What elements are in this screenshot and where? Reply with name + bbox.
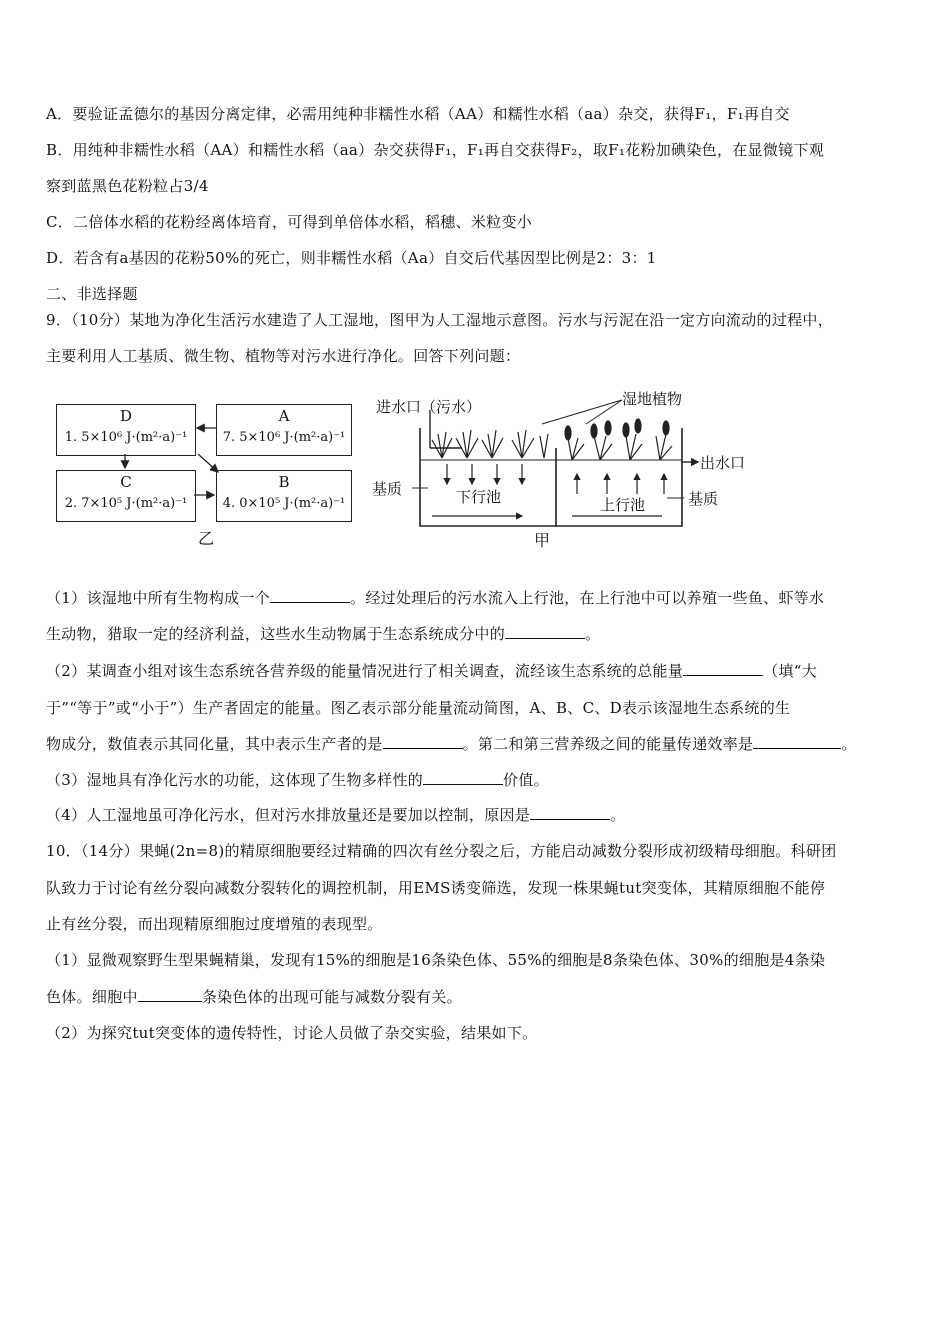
option-d: D．若含有a基因的花粉50%的死亡，则非糯性水稻（Aa）自交后代基因型比例是2：3：1 bbox=[46, 249, 657, 267]
node-d-value: 1. 5×10⁶ J·(m²·a)⁻¹ bbox=[64, 430, 188, 445]
node-a-letter: A bbox=[278, 407, 290, 425]
node-b-letter: B bbox=[278, 473, 290, 491]
figure-jia bbox=[372, 388, 762, 554]
node-c-letter: C bbox=[120, 473, 132, 491]
q9-p2-line1 bbox=[46, 660, 817, 681]
blank-q9-7[interactable] bbox=[530, 805, 610, 820]
q9-p4 bbox=[46, 804, 625, 825]
up-pool-label: 上行池 bbox=[600, 496, 646, 514]
q9-p3 bbox=[46, 769, 549, 790]
q10-p1-line1: （1）显微观察野生型果蝇精巢，发现有15%的细胞是16条染色体、55%的细胞是8条染色体、30%的细胞是4条染 bbox=[46, 951, 826, 969]
node-d-letter: D bbox=[119, 407, 133, 425]
q9-p1c: 生动物，猎取一定的经济利益，这些水生动物属于生态系统成分中的 bbox=[46, 625, 506, 643]
q9-p1a: （1）该湿地中所有生物构成一个 bbox=[46, 589, 271, 607]
figure-jia-caption: 甲 bbox=[534, 531, 551, 550]
q9-p2b: （填“大 bbox=[763, 662, 818, 680]
inlet-label: 进水口（污水） bbox=[376, 398, 482, 416]
q9-p2-line2: 于”“等于”或“小于”）生产者固定的能量。图乙表示部分能量流动简图，A、B、C、D表示该湿地生态系统的生 bbox=[46, 699, 791, 717]
q9-p2e: 。第二和第三营养级之间的能量传递效率是 bbox=[462, 735, 754, 753]
arrow-a-to-b bbox=[198, 454, 218, 472]
node-a-value: 7. 5×10⁶ J·(m²·a)⁻¹ bbox=[222, 430, 346, 445]
q9-p3b: 价值。 bbox=[503, 771, 549, 789]
blank-q9-6[interactable] bbox=[423, 770, 503, 785]
option-b-line2: 察到蓝黑色花粉粒占3/4 bbox=[46, 177, 209, 195]
q10-line2: 队致力于讨论有丝分裂向减数分裂转化的调控机制，用EMS诱变筛选，发现一株果蝇tut突变体，其精原细胞不能停 bbox=[46, 879, 826, 897]
q9-p1b: 。经过处理后的污水流入上行池，在上行池中可以养殖一些鱼、虾等水 bbox=[350, 589, 825, 607]
node-b-value: 4. 0×10⁵ J·(m²·a)⁻¹ bbox=[222, 496, 346, 511]
q9-p4a: （4）人工湿地虽可净化污水，但对污水排放量还是要加以控制，原因是 bbox=[46, 806, 531, 824]
q9-line1: 9．（10分）某地为净化生活污水建造了人工湿地，图甲为人工湿地示意图。污水与污泥在沿一定方向流动的过程中， bbox=[46, 311, 834, 329]
q9-p3a: （3）湿地具有净化污水的功能，这体现了生物多样性的 bbox=[46, 771, 424, 789]
q10-p1-line2 bbox=[46, 986, 462, 1007]
blank-q9-4[interactable] bbox=[383, 734, 463, 749]
down-pool-label: 下行池 bbox=[456, 488, 502, 506]
q9-p1-line1 bbox=[46, 587, 824, 608]
q9-p2a: （2）某调查小组对该生态系统各营养级的能量情况进行了相关调查，流经该生态系统的总能量 bbox=[46, 662, 684, 680]
section-title: 二、非选择题 bbox=[46, 285, 138, 303]
blank-q9-3[interactable] bbox=[683, 661, 763, 676]
figure-yi-caption: 乙 bbox=[198, 529, 215, 548]
q10-line3: 止有丝分裂，而出现精原细胞过度增殖的表现型。 bbox=[46, 915, 383, 933]
q9-p2-line3 bbox=[46, 733, 857, 754]
option-a: A．要验证孟德尔的基因分离定律，必需用纯种非糯性水稻（AA）和糯性水稻（aa）杂交，获得F₁，F₁再自交 bbox=[46, 105, 790, 123]
q10-p2: （2）为探究tut突变体的遗传特性，讨论人员做了杂交实验，结果如下。 bbox=[46, 1024, 538, 1042]
q9-p1d: 。 bbox=[585, 625, 601, 643]
q9-line2: 主要利用人工基质、微生物、植物等对污水进行净化。回答下列问题： bbox=[46, 347, 521, 365]
blank-q10-1[interactable] bbox=[138, 987, 202, 1002]
blank-q9-5[interactable] bbox=[753, 734, 841, 749]
option-c: C．二倍体水稻的花粉经离体培育，可得到单倍体水稻，稻穗、米粒变小 bbox=[46, 213, 533, 231]
option-b-line1: B．用纯种非糯性水稻（AA）和糯性水稻（aa）杂交获得F₁，F₁再自交获得F₂，取F₁花粉加碘染色，在显微镜下观 bbox=[46, 141, 825, 159]
q10-line1: 10．（14分）果蝇(2n=8)的精原细胞要经过精确的四次有丝分裂之后，方能启动减数分裂形成初级精母细胞。科研团 bbox=[46, 842, 837, 860]
plants-label: 湿地植物 bbox=[622, 390, 683, 408]
substrate-right-label: 基质 bbox=[688, 490, 719, 508]
blank-q9-1[interactable] bbox=[270, 588, 350, 603]
q10-p1b: 色体。细胞中 bbox=[46, 988, 138, 1006]
q10-p1c: 条染色体的出现可能与减数分裂有关。 bbox=[201, 988, 462, 1006]
q9-p2d: 物成分，数值表示其同化量，其中表示生产者的是 bbox=[46, 735, 383, 753]
q9-p2f: 。 bbox=[841, 735, 857, 753]
q9-p4b: 。 bbox=[610, 806, 626, 824]
figure-yi bbox=[56, 402, 356, 552]
blank-q9-2[interactable] bbox=[505, 624, 585, 639]
outlet-label: 出水口 bbox=[700, 454, 746, 472]
q9-p1-line2 bbox=[46, 623, 600, 644]
substrate-left-label: 基质 bbox=[372, 480, 403, 498]
flow-arrows bbox=[56, 402, 356, 526]
node-c-value: 2. 7×10⁵ J·(m²·a)⁻¹ bbox=[64, 496, 188, 511]
